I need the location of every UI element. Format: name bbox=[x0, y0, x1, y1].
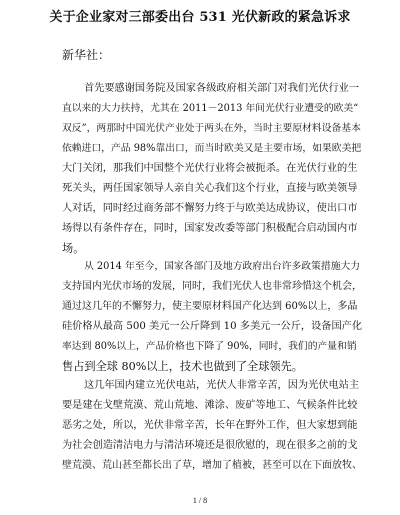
paragraph-line: 人对话，同时经过商务部不懈努力终于与欧美达成协议，使出口市 bbox=[62, 203, 358, 214]
paragraph-line: 为社会创造清洁电力与清洁环境还是很欣慰的，现在很多之前的戈 bbox=[62, 440, 358, 451]
paragraph-line: 依赖进口，产品 98%靠出口，而当时欧美又是主要市场，如果欧美把 bbox=[62, 143, 362, 154]
paragraph-line: 首先要感谢国务院及国家各级政府相关部门对我们光伏行业一 bbox=[84, 83, 360, 94]
paragraph-line: 售占到全球 80%以上，技术也做到了全球领先。 bbox=[62, 360, 303, 373]
paragraph-1 bbox=[62, 79, 362, 259]
paragraph-line: 从 2014 年至今，国家各部门及地方政府出台许多政策措施大力 bbox=[84, 261, 361, 272]
paragraph-line: 硅价格从最高 500 美元一公斤降到 10 多美元一公斤，设备国产化 bbox=[62, 321, 362, 332]
paragraph-line: 支持国内光伏市场的发展，同时，我们光伏人也非常珍惜这个机会， bbox=[62, 281, 362, 292]
paragraph-line: 场。 bbox=[62, 242, 85, 255]
paragraph-line: 通过这几年的不懈努力，使主要原材料国产化达到 60%以上，多晶 bbox=[62, 301, 358, 312]
paragraph-2 bbox=[62, 257, 362, 377]
salutation: 新华社： bbox=[62, 48, 111, 62]
document-title: 关于企业家对三部委出台 531 光伏新政的紧急诉求 bbox=[49, 10, 351, 25]
paragraph-line: 直以来的大力扶持，尤其在 2011－2013 年间光伏行业遭受的欧美“ bbox=[62, 103, 359, 114]
paragraph-line: 大门关闭，那我们中国整个光伏行业将会被扼杀。在光伏行业的生 bbox=[62, 163, 358, 174]
page-number: 1 / 8 bbox=[192, 496, 208, 505]
paragraph-line: 壁荒漠、荒山甚至都长出了草，增加了植被，甚至可以在下面放牧、 bbox=[62, 460, 362, 471]
paragraph-line: 场得以有条件存在，同时，国家发改委等部门积极配合启动国内市 bbox=[62, 223, 358, 234]
paragraph-line: 恶劣之处，所以，光伏非常辛苦，长年在野外工作，但大家想到能 bbox=[62, 420, 358, 431]
paragraph-line: 这几年国内建立光伏电站，光伏人非常辛苦，因为光伏电站主 bbox=[84, 380, 360, 391]
paragraph-line: 要是建在戈壁荒漠、荒山荒地、滩涂、废矿等地工、气候条件比较 bbox=[62, 400, 358, 411]
paragraph-line: 双反”，两那时中国光伏产业处于两头在外，当时主要原材料设备基本 bbox=[62, 123, 361, 134]
paragraph-line: 死关头，两任国家领导人亲自关心我们这个行业，直接与欧美领导 bbox=[62, 183, 358, 194]
paragraph-line: 率达到 80%以上，产品价格也下降了 90%，同时，我们的产量和销 bbox=[62, 341, 357, 352]
paragraph-3 bbox=[62, 376, 362, 476]
